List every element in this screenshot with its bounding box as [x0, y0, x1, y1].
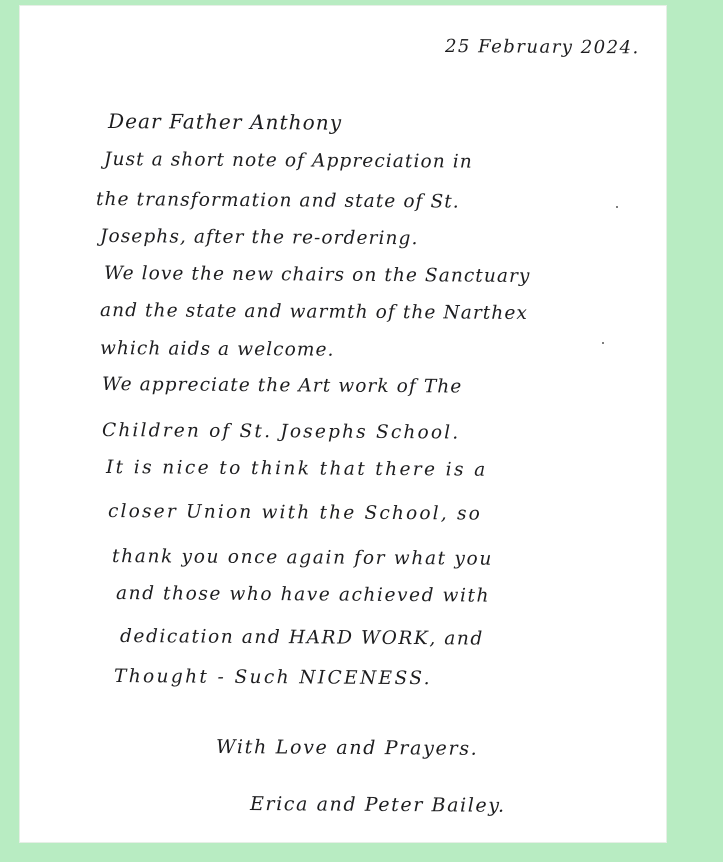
- letter-line: We appreciate the Art work of The: [101, 374, 463, 398]
- letter-line: and those who have achieved with: [115, 583, 491, 607]
- letter-closing: With Love and Prayers.: [215, 736, 479, 760]
- ink-speck: [602, 342, 604, 344]
- letter-line: thank you once again for what you: [111, 546, 494, 570]
- letter-page: [20, 6, 666, 842]
- letter-line: closer Union with the School, so: [107, 501, 483, 525]
- letter-line: Thought - Such NICENESS.: [113, 666, 433, 690]
- letter-line: Josephs, after the re-ordering.: [99, 226, 419, 250]
- letter-line: dedication and HARD WORK, and: [119, 626, 484, 650]
- letter-line: which aids a welcome.: [99, 338, 335, 361]
- letter-line: We love the new chairs on the Sanctuary: [103, 263, 531, 287]
- letter-salutation: Dear Father Anthony: [107, 109, 343, 135]
- letter-line: and the state and warmth of the Narthex: [99, 300, 529, 324]
- letter-line: It is nice to think that there is a: [105, 457, 488, 481]
- ink-speck: [616, 206, 618, 208]
- letter-signature: Erica and Peter Bailey.: [249, 793, 506, 817]
- letter-line: Children of St. Josephs School.: [101, 420, 461, 444]
- letter-line: Just a short note of Appreciation in: [103, 149, 473, 173]
- letter-date: 25 February 2024.: [444, 36, 640, 59]
- letter-line: the transformation and state of St.: [95, 189, 460, 213]
